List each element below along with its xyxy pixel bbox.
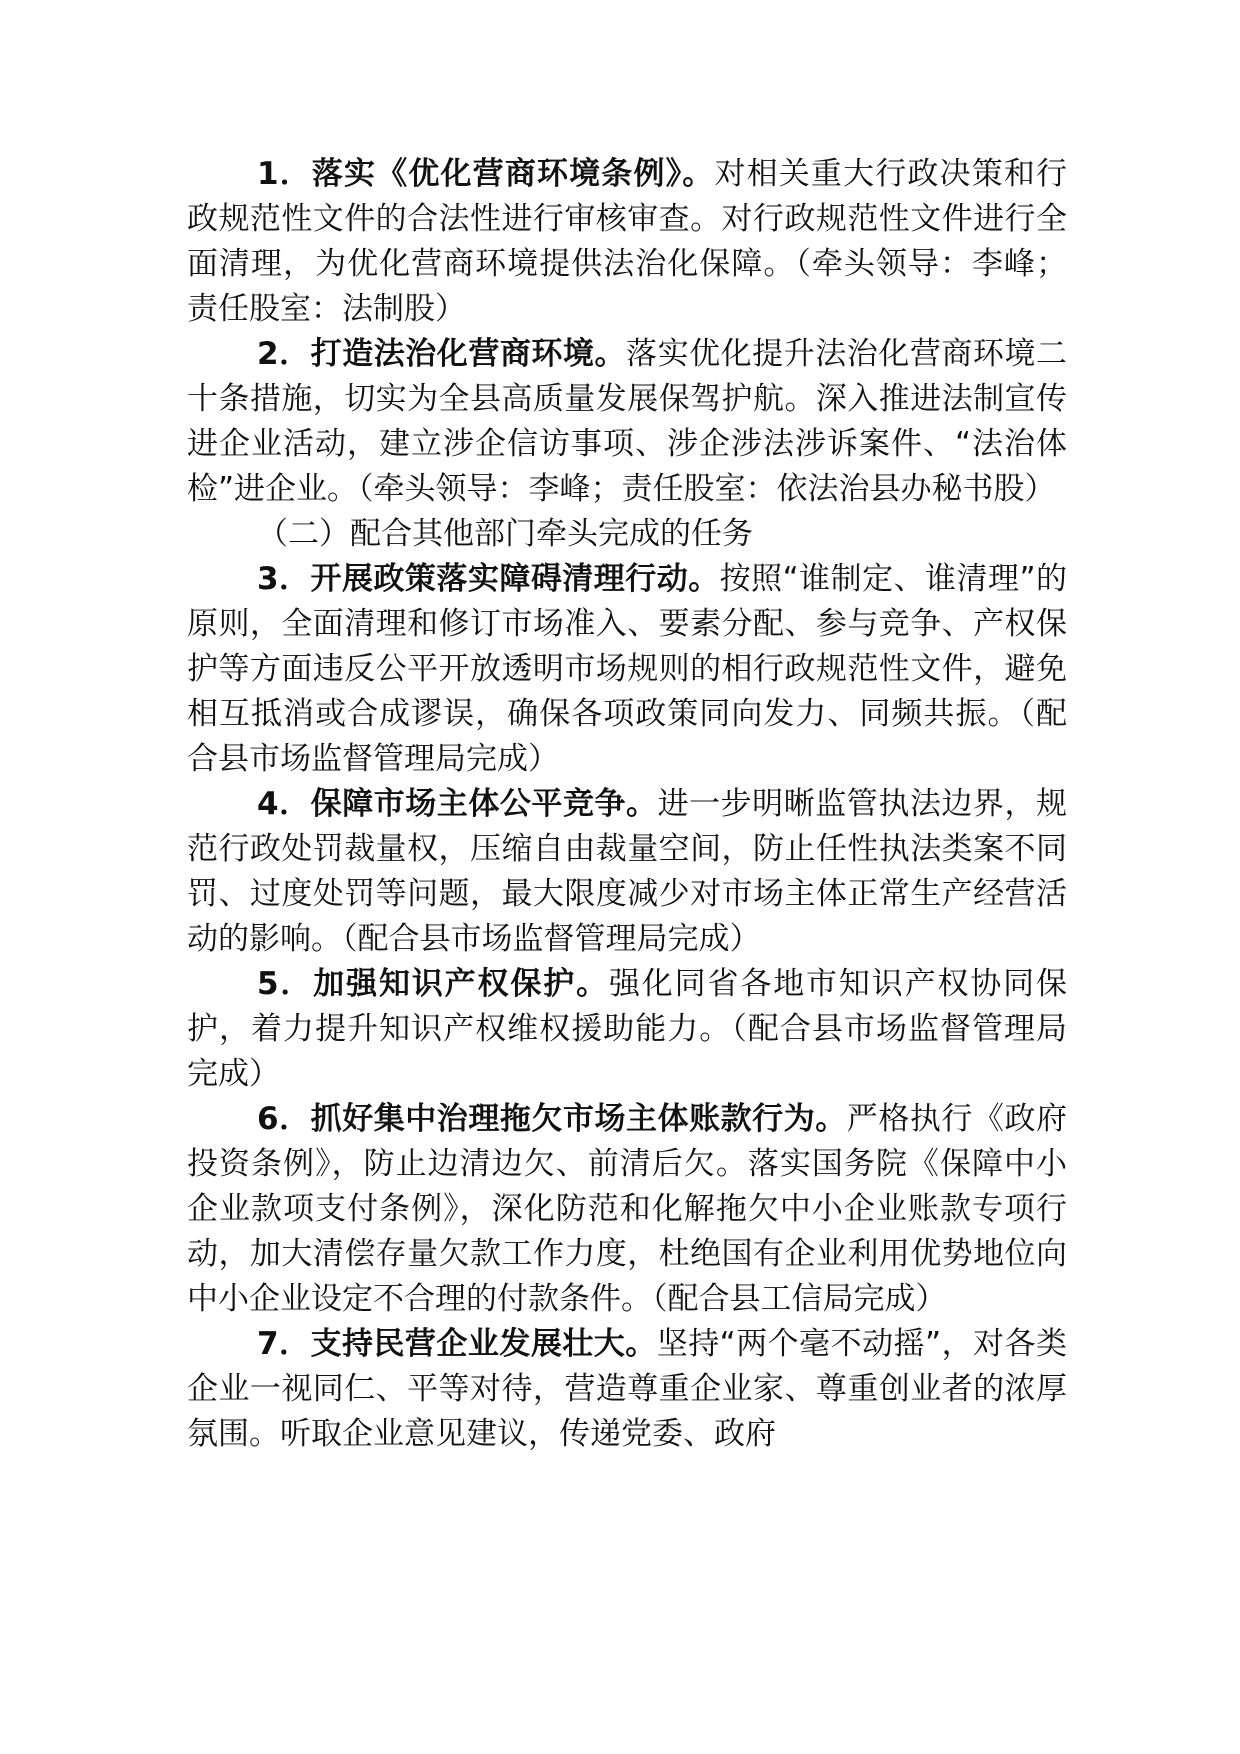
document-page [187, 152, 1067, 1457]
item-number: 2． [257, 336, 311, 372]
item-body: 强化同省各地市知识产权协同保护，着力提升知识产权维权援助能力。（配合县市场监督管理局完成） [187, 966, 1068, 1092]
item-number: 5． [257, 966, 314, 1002]
item-number: 6． [257, 1101, 311, 1137]
section-heading [187, 512, 1067, 557]
item-heading: 打造法治化营商环境。 [310, 336, 627, 372]
item-body: 严格执行《政府投资条例》，防止边清边欠、前清后欠。落实国务院《保障中小企业款项支付条例》，深化防范和化解拖欠中小企业账款专项行动，加大清偿存量欠款工作力度，杜绝国有企业利用优势地位向中小企业设定不合理的付款条件。（配合县工信局完成） [187, 1101, 1068, 1317]
item-body: 落实优化提升法治化营商环境二十条措施，切实为全县高质量发展保驾护航。深入推进法制宣传进企业活动，建立涉企信访事项、涉企涉法涉诉案件、“法治体检”进企业。（牵头领导：李峰；责任股室：依法治县办秘书股） [187, 336, 1068, 507]
item-number: 3． [257, 561, 311, 597]
paragraph-6 [187, 1097, 1067, 1322]
item-number: 1． [257, 156, 312, 192]
paragraph-1 [187, 152, 1067, 332]
item-body: 坚持“两个毫不动摇”，对各类企业一视同仁、平等对待，营造尊重企业家、尊重创业者的浓厚氛围。听取企业意见建议，传递党委、政府 [187, 1326, 1067, 1452]
item-heading: 抓好集中治理拖欠市场主体账款行为。 [310, 1101, 847, 1137]
item-heading: 加强知识产权保护。 [313, 966, 609, 1002]
item-number: 4． [257, 786, 311, 822]
item-heading: 开展政策落实障碍清理行动。 [310, 561, 720, 597]
paragraph-3 [187, 557, 1067, 782]
item-heading: 保障市场主体公平竞争。 [310, 786, 658, 822]
paragraph-4 [187, 782, 1067, 962]
item-body: 对相关重大行政决策和行政规范性文件的合法性进行审核审查。对行政规范性文件进行全面清理，为优化营商环境提供法治化保障。（牵头领导：李峰；责任股室：法制股） [187, 156, 1068, 327]
item-heading: 支持民营企业发展壮大。 [310, 1326, 657, 1362]
section-heading-text: （二）配合其他部门牵头完成的任务 [257, 516, 753, 552]
item-number: 7． [257, 1326, 311, 1362]
item-heading: 落实《优化营商环境条例》。 [311, 156, 715, 192]
paragraph-7 [187, 1322, 1067, 1457]
item-body: 进一步明晰监管执法边界，规范行政处罚裁量权，压缩自由裁量空间，防止任性执法类案不同罚、过度处罚等问题，最大限度减少对市场主体正常生产经营活动的影响。（配合县市场监督管理局完成） [187, 786, 1068, 957]
paragraph-2 [187, 332, 1067, 512]
item-body: 按照“谁制定、谁清理”的原则，全面清理和修订市场准入、要素分配、参与竞争、产权保护等方面违反公平开放透明市场规则的相行政规范性文件，避免相互抵消或合成谬误，确保各项政策同向发力、同频共振。（配合县市场监督管理局完成） [187, 561, 1067, 777]
paragraph-5 [187, 962, 1067, 1097]
